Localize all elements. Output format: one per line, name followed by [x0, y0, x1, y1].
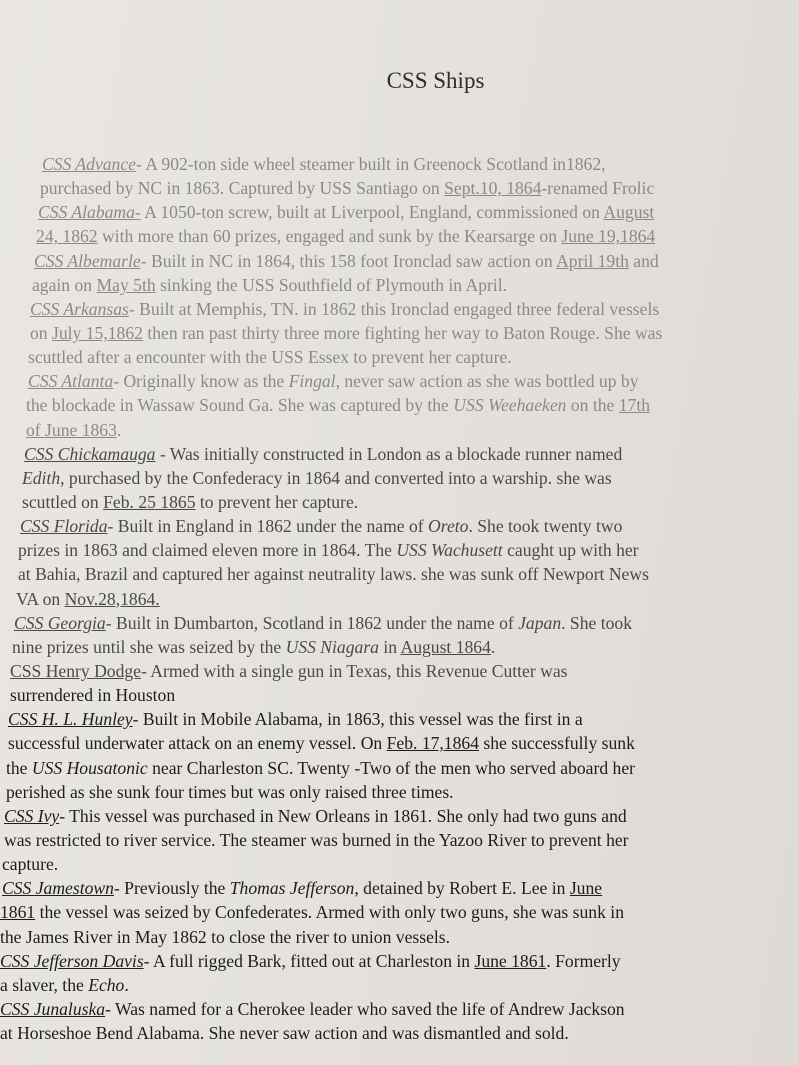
text-segment: Thomas Jefferson, — [229, 878, 359, 899]
text-line — [0, 731, 799, 755]
text-line — [0, 925, 799, 949]
underlined-date: 17th — [618, 395, 651, 416]
text-segment: at Horseshoe Bend Alabama. She never saw action and was dismantled and sold. — [0, 1023, 569, 1044]
ship-name: CSS Albemarle — [34, 250, 141, 271]
text-line — [0, 828, 799, 852]
text-segment: A 1050-ton screw, built at Liverpool, England, commissioned on — [140, 202, 604, 223]
text-line — [0, 393, 799, 417]
text-segment: , never saw action as she was bottled up by — [335, 371, 639, 392]
text-segment: near Charleston SC. Twenty -Two of the men who served aboard her — [147, 757, 635, 778]
text-segment: - Built in NC in 1864, this 158 foot Ironclad saw action on — [140, 250, 557, 271]
text-segment: . — [490, 636, 496, 657]
underlined-date: June 19,1864 — [561, 226, 656, 247]
text-line — [0, 804, 799, 828]
text-segment: the blockade in Wassaw Sound Ga. She was captured by the — [26, 395, 454, 416]
text-segment: - Previously the — [113, 878, 230, 899]
text-line — [0, 707, 799, 731]
text-line — [0, 587, 799, 611]
ship-name: CSS Ivy — [4, 805, 60, 826]
text-segment: - A 902-ton side wheel steamer built in Greenock Scotland in1862, — [135, 154, 606, 174]
text-segment: . — [116, 419, 122, 440]
text-segment: Japan — [518, 612, 562, 633]
text-segment: on the — [566, 395, 619, 416]
text-segment: - Built in England in 1862 under the name of — [107, 516, 429, 537]
ship-name: CSS Atlanta — [28, 371, 114, 392]
text-segment: - Originally know as the — [113, 371, 289, 392]
text-segment: the vessel was seized by Confederates. Armed with only two guns, she was sunk in — [35, 902, 624, 923]
text-segment: the James River in May 1862 to close the river to union vessels. — [0, 926, 451, 947]
underlined-date: August — [603, 202, 655, 223]
text-segment: successful underwater attack on an enemy vessel. On — [8, 733, 387, 754]
text-segment: scuttled on — [22, 491, 104, 512]
text-line — [0, 466, 799, 490]
text-line — [0, 249, 799, 273]
text-line — [0, 369, 799, 393]
text-segment: - A full rigged Bark, fitted out at Charleston in — [143, 950, 475, 971]
underlined-date: Feb. 17,1864 — [386, 733, 479, 754]
text-segment: was restricted to river service. The steamer was burned in the Yazoo River to prevent her — [4, 829, 629, 850]
underlined-date: April 19th — [556, 250, 629, 271]
text-segment: on — [30, 322, 52, 343]
text-segment: , purchased by the Confederacy in 1864 and converted into a warship. she was — [60, 467, 612, 488]
ship-name: CSS Florida — [20, 516, 108, 537]
text-segment: with more than 60 prizes, engaged and sunk by the Kearsarge on — [97, 226, 562, 247]
text-segment: - Armed with a single gun in Texas, this Revenue Cutter was — [140, 660, 568, 681]
ship-name: CSS Jefferson Davis — [0, 950, 144, 971]
text-segment: - Built in Dumbarton, Scotland in 1862 under the name of — [105, 612, 519, 633]
text-line — [0, 852, 799, 876]
text-segment: . She took twenty two — [468, 516, 623, 537]
text-line — [0, 152, 799, 176]
text-segment: USS Wachusett — [396, 540, 503, 561]
text-line — [0, 611, 799, 635]
ship-name: CSS Chickamauga — [24, 443, 156, 464]
text-segment: - Was named for a Cherokee leader who saved the life of Andrew Jackson — [105, 998, 625, 1019]
ship-name: CSS Junaluska — [0, 998, 106, 1019]
text-segment: a slaver, the — [0, 974, 89, 995]
text-line — [0, 418, 799, 442]
text-segment: to prevent her capture. — [195, 491, 359, 512]
text-line — [0, 321, 799, 345]
text-segment: - Built in Mobile Alabama, in 1863, this vessel was the first in a — [132, 709, 583, 730]
text-line — [0, 683, 799, 707]
text-line — [0, 659, 799, 683]
underlined-date: June — [569, 878, 603, 899]
text-segment: -renamed Frolic — [541, 178, 655, 199]
text-segment: . She took — [561, 612, 632, 633]
text-line — [0, 562, 799, 586]
text-segment: caught up with her — [502, 540, 639, 561]
text-line — [0, 224, 799, 248]
underlined-date: June 1861 — [474, 950, 547, 971]
underlined-date: Sept.10, 1864 — [444, 178, 542, 199]
underlined-date: CSS Henry Dodge — [10, 660, 141, 681]
text-line — [0, 200, 799, 224]
ship-name: CSS Arkansas — [30, 298, 129, 319]
text-line — [0, 949, 799, 973]
text-line — [0, 997, 799, 1021]
text-line — [0, 297, 799, 321]
ship-name: CSS Jamestown — [2, 878, 114, 899]
text-segment: prizes in 1863 and claimed eleven more in 1864. The — [18, 540, 397, 561]
text-segment: nine prizes until she was seized by the — [12, 636, 286, 657]
text-segment: again on — [32, 274, 97, 295]
page-title: CSS Ships — [386, 68, 485, 93]
text-segment: USS Weehaeken — [453, 395, 567, 416]
text-line — [0, 756, 799, 780]
text-line — [0, 490, 799, 514]
text-line — [0, 900, 799, 924]
ship-name: CSS Georgia — [14, 612, 106, 633]
underlined-date: 24, 1862 — [36, 226, 98, 247]
text-line — [0, 273, 799, 297]
text-line — [0, 345, 799, 369]
text-segment: she successfully sunk — [479, 733, 635, 754]
text-line — [0, 1021, 799, 1045]
text-segment: - Built at Memphis, TN. in 1862 this Ironclad engaged three federal vessels — [128, 298, 660, 319]
text-segment: in — [378, 636, 401, 657]
text-line — [0, 876, 799, 900]
text-line — [0, 442, 799, 466]
ship-name: CSS Advance — [42, 154, 136, 174]
text-line — [0, 635, 799, 659]
text-segment: . Formerly — [546, 950, 621, 971]
text-segment: and — [628, 250, 659, 271]
text-segment: capture. — [2, 854, 59, 875]
text-segment: sinking the USS Southfield of Plymouth in April. — [155, 274, 508, 295]
text-line — [0, 780, 799, 804]
text-segment: VA on — [16, 588, 65, 609]
underlined-date: August 1864 — [400, 636, 491, 657]
text-segment: scuttled after a encounter with the USS Essex to prevent her capture. — [28, 347, 512, 368]
underlined-date: of June 1863 — [26, 419, 117, 440]
text-segment: Edith — [22, 467, 61, 488]
underlined-date: Nov.28,1864. — [64, 588, 160, 609]
text-segment: Oreto — [428, 516, 469, 537]
text-segment: surrendered in Houston — [10, 685, 176, 706]
text-segment: detained by Robert E. Lee in — [358, 878, 570, 899]
underlined-date: July 15,1862 — [52, 322, 143, 343]
ship-name: CSS H. L. Hunley — [8, 709, 133, 730]
text-segment: then ran past thirty three more fighting her way to Baton Rouge. She was — [142, 322, 663, 343]
text-segment: . — [124, 974, 129, 995]
underlined-date: Feb. 25 1865 — [103, 491, 196, 512]
text-line — [0, 176, 799, 200]
text-segment: Fingal — [288, 371, 336, 392]
ship-name: CSS Alabama- — [38, 202, 141, 223]
text-line — [0, 538, 799, 562]
text-segment: perished as she sunk four times but was only raised three times. — [6, 781, 454, 802]
text-segment: Echo — [88, 974, 125, 995]
text-segment: purchased by NC in 1863. Captured by USS Santiago on — [40, 178, 445, 199]
underlined-date: 1861 — [0, 902, 36, 923]
text-segment: USS Housatonic — [31, 757, 148, 778]
text-line — [0, 973, 799, 997]
text-segment: - Was initially constructed in London as a blockade runner named — [155, 443, 623, 464]
underlined-date: May 5th — [96, 274, 156, 295]
text-segment: at Bahia, Brazil and captured her against neutrality laws. she was sunk off Newport News — [18, 564, 649, 585]
text-segment: - This vessel was purchased in New Orleans in 1861. She only had two guns and — [59, 805, 627, 826]
text-segment: USS Niagara — [285, 636, 379, 657]
text-segment: the — [6, 757, 32, 778]
text-line — [0, 514, 799, 538]
document-body — [0, 152, 799, 1045]
